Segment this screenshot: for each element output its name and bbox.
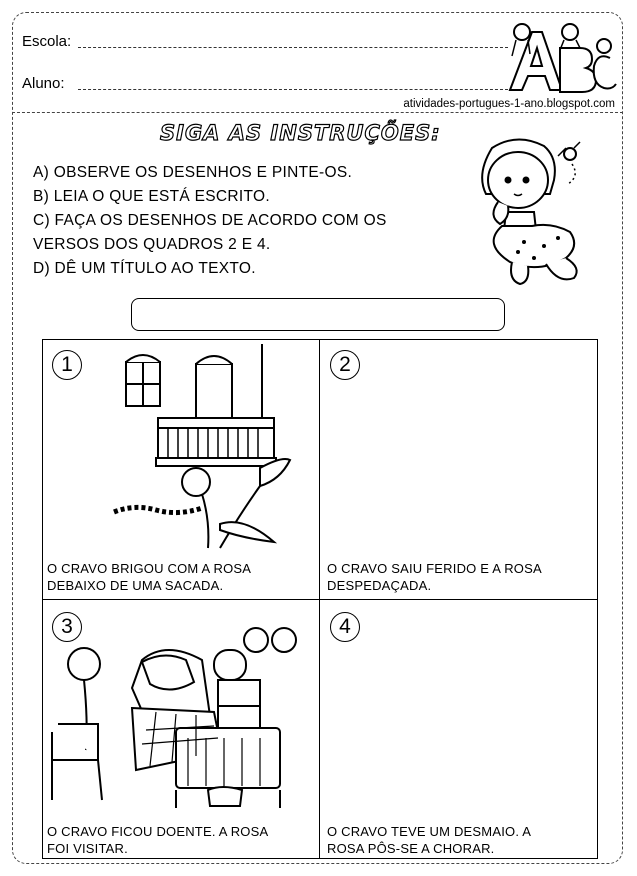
panel-1-caption-line-2: DEBAIXO DE UMA SACADA. (47, 578, 224, 593)
text-title-field[interactable] (131, 298, 505, 331)
school-field[interactable] (78, 47, 508, 48)
panel-4-caption-line-2: ROSA PÔS-SE A CHORAR. (327, 841, 495, 856)
panel-2-caption-line-2: DESPEDAÇADA. (327, 578, 432, 593)
panel-4-number: 4 (330, 612, 360, 642)
panel-1-caption-line-1: O CRAVO BRIGOU COM A ROSA (47, 561, 252, 576)
panel-3-number: 3 (52, 612, 82, 642)
balcony-flowers-drawing (110, 344, 300, 552)
panel-2-drawing-area[interactable] (326, 390, 590, 550)
sick-bed-drawing (46, 620, 316, 816)
instruction-a: A) OBSERVE OS DESENHOS E PINTE-OS. (33, 164, 353, 181)
panel-4-drawing-area[interactable] (326, 650, 590, 814)
panel-1-number: 1 (52, 350, 82, 380)
instruction-b: B) LEIA O QUE ESTÁ ESCRITO. (33, 188, 270, 205)
instruction-d: D) DÊ UM TÍTULO AO TEXTO. (33, 260, 256, 277)
thinking-girl-illustration (462, 134, 592, 290)
student-field[interactable] (78, 89, 508, 90)
panel-2-number: 2 (330, 350, 360, 380)
grid-horizontal-divider (42, 599, 598, 600)
website-url: atividades-portugues-1-ano.blogspot.com (403, 98, 615, 110)
school-label: Escola: (22, 33, 72, 50)
instruction-c-continued: VERSOS DOS QUADROS 2 E 4. (33, 236, 271, 253)
panel-3-caption-line-2: FOI VISITAR. (47, 841, 128, 856)
page-title: SIGA AS INSTRUÇÕES: (160, 121, 441, 145)
panel-4-caption-line-1: O CRAVO TEVE UM DESMAIO. A (327, 824, 532, 839)
header-divider (12, 112, 623, 113)
panel-3-caption-line-1: O CRAVO FICOU DOENTE. A ROSA (47, 824, 269, 839)
abc-kids-illustration (500, 18, 618, 98)
student-label: Aluno: (22, 75, 65, 92)
panel-2-caption-line-1: O CRAVO SAIU FERIDO E A ROSA (327, 561, 542, 576)
instruction-c: C) FAÇA OS DESENHOS DE ACORDO COM OS (33, 212, 387, 229)
